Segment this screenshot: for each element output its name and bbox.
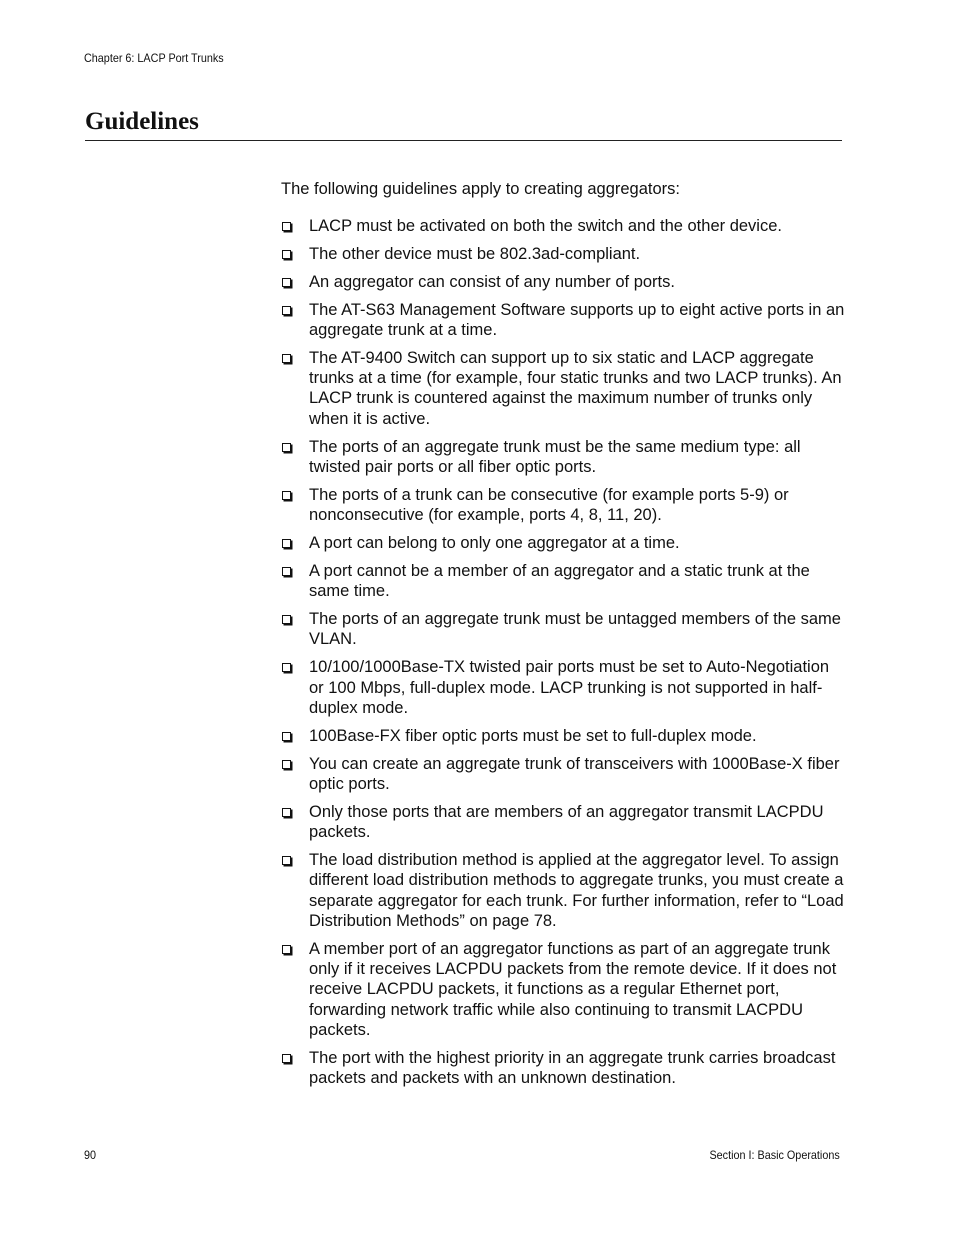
checkbox-square-icon	[282, 856, 291, 865]
list-item	[281, 561, 846, 602]
list-item	[281, 726, 846, 746]
guidelines-list	[281, 216, 846, 1096]
list-item-text: A port can belong to only one aggregator at a time.	[309, 534, 680, 553]
checkbox-square-icon	[282, 732, 291, 741]
checkbox-square-icon	[282, 1054, 291, 1063]
list-item	[281, 533, 846, 553]
checkbox-square-icon	[282, 567, 291, 576]
list-item-text: LACP must be activated on both the switch and the other device.	[309, 217, 782, 235]
section-title: Guidelines	[85, 108, 199, 135]
checkbox-square-icon	[282, 306, 291, 315]
intro-paragraph: The following guidelines apply to creating aggregators:	[281, 180, 680, 198]
list-item	[281, 300, 846, 341]
list-item-text: The ports of a trunk can be consecutive (for example ports 5-9) or nonconsecutive (for example, ports 4, 8, 11, 20).	[309, 485, 789, 525]
list-item	[281, 754, 846, 795]
list-item	[281, 244, 846, 264]
list-item	[281, 437, 846, 478]
list-item	[281, 939, 846, 1040]
running-header-chapter: Chapter 6: LACP Port Trunks	[84, 51, 224, 65]
checkbox-square-icon	[282, 491, 291, 500]
list-item-text: The AT-S63 Management Software supports up to eight active ports in an aggregate trunk at a time.	[309, 300, 845, 339]
list-item-text: A member port of an aggregator functions as part of an aggregate trunk only if it receives LACPDU packets from the remote device. If it does not receive LACPDU packets, it functions as a regular Ethernet port, forwarding network traffic while also continuing to transmit LACPDU packets.	[309, 939, 837, 1039]
checkbox-square-icon	[282, 354, 291, 363]
list-item	[281, 1048, 846, 1089]
list-item-text: The port with the highest priority in an aggregate trunk carries broadcast packets and packets with an unknown destination.	[309, 1048, 836, 1088]
list-item-text: The load distribution method is applied at the aggregator level. To assign different load distribution methods to aggregate trunks, you must create a separate aggregator for each trunk. For further information, refer to “Load Distribution Methods” on page 78.	[309, 851, 844, 930]
list-item	[281, 802, 846, 843]
list-item-text: 10/100/1000Base-TX twisted pair ports must be set to Auto-Negotiation or 100 Mbps, full-duplex mode. LACP trunking is not supported in half-duplex mode.	[309, 658, 830, 717]
list-item	[281, 216, 846, 236]
list-item-text: The ports of an aggregate trunk must be untagged members of the same VLAN.	[309, 610, 841, 649]
checkbox-square-icon	[282, 615, 291, 624]
title-rule	[85, 140, 842, 141]
list-item	[281, 485, 846, 526]
list-item-text: The other device must be 802.3ad-compliant.	[309, 244, 641, 263]
list-item	[281, 657, 846, 718]
list-item	[281, 348, 846, 429]
checkbox-square-icon	[282, 278, 291, 287]
checkbox-square-icon	[282, 250, 291, 259]
list-item	[281, 272, 846, 292]
list-item-text: An aggregator can consist of any number of ports.	[309, 272, 675, 291]
list-item	[281, 850, 846, 931]
list-item-text: You can create an aggregate trunk of transceivers with 1000Base-X fiber optic ports.	[309, 754, 840, 793]
checkbox-square-icon	[282, 760, 291, 769]
list-item-text: The ports of an aggregate trunk must be the same medium type: all twisted pair ports or all fiber optic ports.	[309, 437, 801, 476]
list-item-text: 100Base-FX fiber optic ports must be set to full-duplex mode.	[309, 726, 757, 745]
list-item	[281, 609, 846, 650]
footer-section-name: Section I: Basic Operations	[709, 1148, 840, 1162]
checkbox-square-icon	[282, 443, 291, 452]
footer-page-number: 90	[84, 1148, 97, 1162]
list-item-text: A port cannot be a member of an aggregator and a static trunk at the same time.	[309, 561, 810, 601]
checkbox-square-icon	[282, 808, 291, 817]
checkbox-square-icon	[282, 539, 291, 548]
list-item-text: Only those ports that are members of an aggregator transmit LACPDU packets.	[309, 802, 824, 842]
checkbox-square-icon	[282, 663, 291, 672]
list-item-text: The AT-9400 Switch can support up to six static and LACP aggregate trunks at a time (for example, four static trunks and two LACP trunks). An LACP trunk is countered against the maximum number of trunks only when it is active.	[309, 348, 842, 428]
checkbox-square-icon	[282, 945, 291, 954]
checkbox-square-icon	[282, 222, 291, 231]
